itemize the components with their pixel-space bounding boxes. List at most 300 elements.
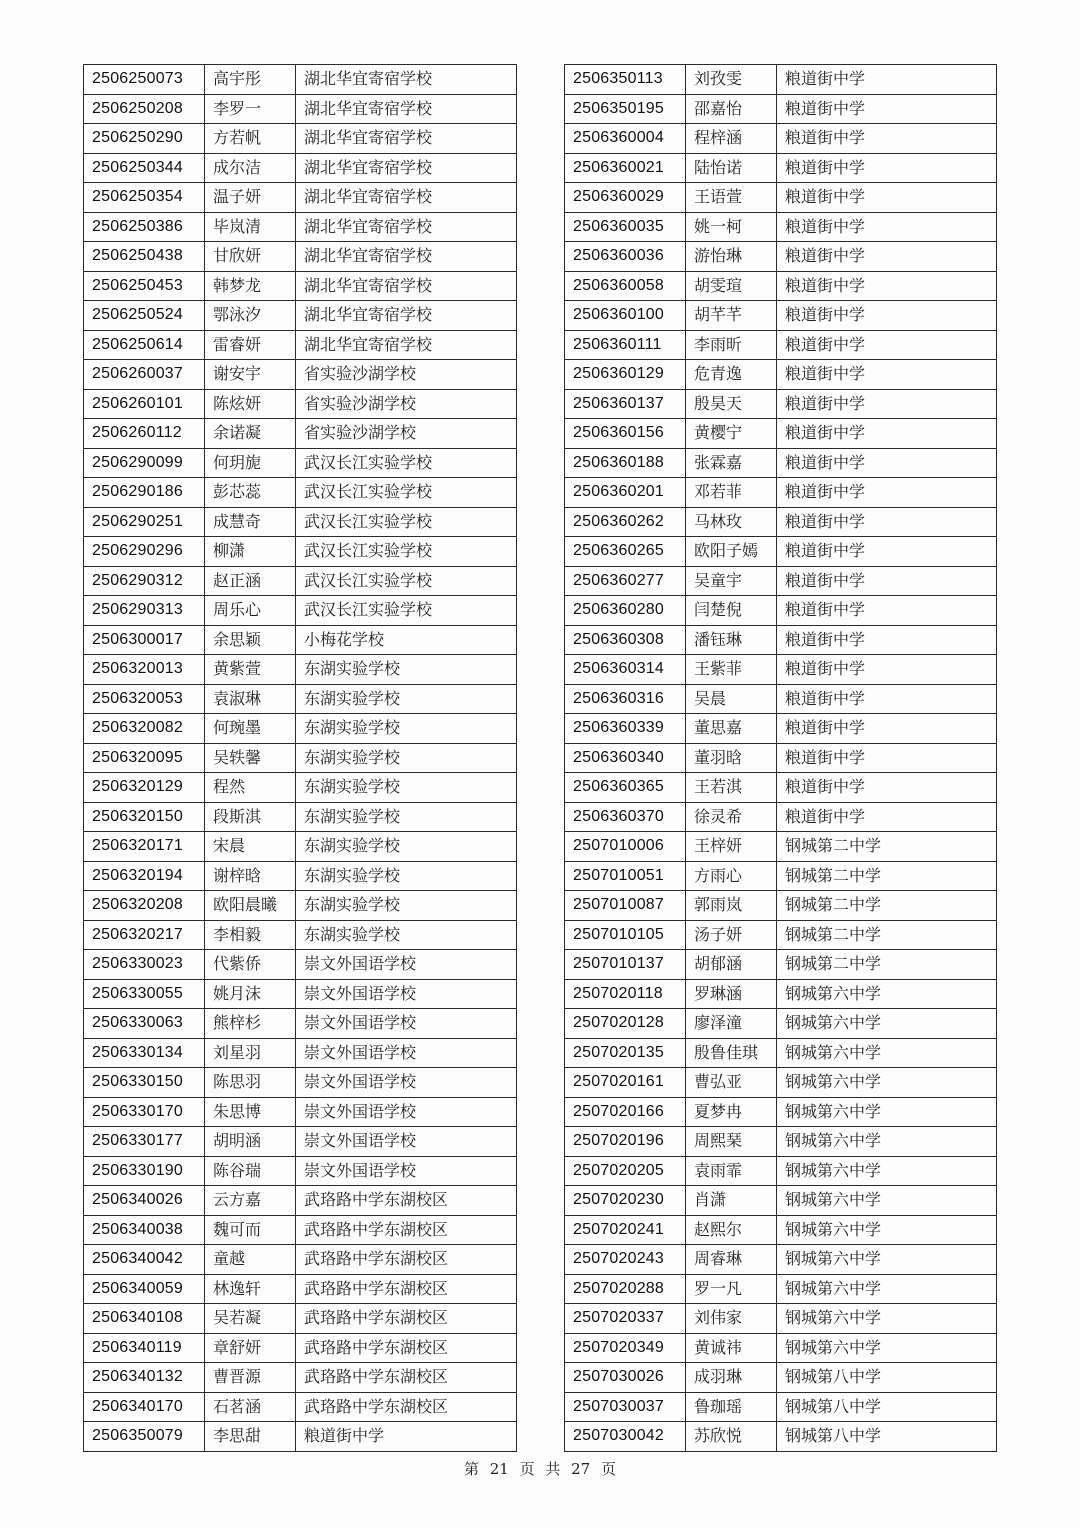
exam-number-cell: 2506250208	[84, 94, 205, 124]
student-name-cell: 方雨心	[686, 861, 777, 891]
table-row	[84, 242, 517, 272]
student-name-cell: 温子妍	[205, 183, 296, 213]
school-name-cell: 钢城第二中学	[777, 920, 997, 950]
school-name-cell: 钢城第六中学	[777, 1274, 997, 1304]
school-name-cell: 崇文外国语学校	[296, 1009, 517, 1039]
school-name-cell: 东湖实验学校	[296, 684, 517, 714]
school-name-cell: 小梅花学校	[296, 625, 517, 655]
school-name-cell: 武汉长江实验学校	[296, 566, 517, 596]
exam-number-cell: 2507020118	[565, 979, 686, 1009]
exam-number-cell: 2506320013	[84, 655, 205, 685]
school-name-cell: 粮道街中学	[777, 94, 997, 124]
school-name-cell: 粮道街中学	[777, 419, 997, 449]
student-name-cell: 刘星羽	[205, 1038, 296, 1068]
school-name-cell: 东湖实验学校	[296, 743, 517, 773]
table-row	[565, 1245, 997, 1275]
student-name-cell: 彭芯蕊	[205, 478, 296, 508]
school-name-cell: 崇文外国语学校	[296, 1127, 517, 1157]
student-name-cell: 赵熙尔	[686, 1215, 777, 1245]
school-name-cell: 粮道街中学	[296, 1422, 517, 1452]
exam-number-cell: 2507020349	[565, 1333, 686, 1363]
exam-number-cell: 2506360156	[565, 419, 686, 449]
table-row	[565, 330, 997, 360]
table-row	[84, 330, 517, 360]
exam-number-cell: 2506360137	[565, 389, 686, 419]
table-row	[565, 507, 997, 537]
table-row	[84, 743, 517, 773]
school-name-cell: 湖北华宜寄宿学校	[296, 65, 517, 95]
table-row	[565, 212, 997, 242]
exam-number-cell: 2507030042	[565, 1422, 686, 1452]
table-row	[565, 360, 997, 390]
table-row	[565, 743, 997, 773]
school-name-cell: 东湖实验学校	[296, 920, 517, 950]
table-row	[84, 714, 517, 744]
table-row	[565, 153, 997, 183]
table-row	[565, 1186, 997, 1216]
table-row	[84, 625, 517, 655]
exam-number-cell: 2507010137	[565, 950, 686, 980]
student-name-cell: 石茗涵	[205, 1392, 296, 1422]
student-name-cell: 谢安宇	[205, 360, 296, 390]
exam-number-cell: 2506250386	[84, 212, 205, 242]
student-name-cell: 郭雨岚	[686, 891, 777, 921]
table-row	[84, 802, 517, 832]
table-row	[84, 507, 517, 537]
student-name-cell: 欧阳子嫣	[686, 537, 777, 567]
table-row	[565, 65, 997, 95]
student-name-cell: 赵正涵	[205, 566, 296, 596]
table-row	[565, 596, 997, 626]
student-name-cell: 夏梦冉	[686, 1097, 777, 1127]
school-name-cell: 崇文外国语学校	[296, 1097, 517, 1127]
student-name-cell: 陈思羽	[205, 1068, 296, 1098]
exam-number-cell: 2506260112	[84, 419, 205, 449]
student-name-cell: 周乐心	[205, 596, 296, 626]
school-name-cell: 钢城第六中学	[777, 1215, 997, 1245]
school-name-cell: 粮道街中学	[777, 773, 997, 803]
table-row	[84, 124, 517, 154]
student-name-cell: 鄂泳汐	[205, 301, 296, 331]
exam-number-cell: 2506360029	[565, 183, 686, 213]
exam-number-cell: 2506250344	[84, 153, 205, 183]
exam-number-cell: 2506320171	[84, 832, 205, 862]
table-row	[565, 1422, 997, 1452]
school-name-cell: 崇文外国语学校	[296, 1156, 517, 1186]
table-row	[84, 684, 517, 714]
student-name-cell: 胡郁涵	[686, 950, 777, 980]
exam-number-cell: 2506330023	[84, 950, 205, 980]
table-row	[84, 65, 517, 95]
table-row	[565, 1156, 997, 1186]
student-name-cell: 张霖嘉	[686, 448, 777, 478]
exam-number-cell: 2506360021	[565, 153, 686, 183]
school-name-cell: 钢城第二中学	[777, 891, 997, 921]
table-row	[84, 566, 517, 596]
school-name-cell: 湖北华宜寄宿学校	[296, 212, 517, 242]
table-row	[565, 1038, 997, 1068]
school-name-cell: 粮道街中学	[777, 448, 997, 478]
student-name-cell: 成尔洁	[205, 153, 296, 183]
student-name-cell: 李思甜	[205, 1422, 296, 1452]
exam-number-cell: 2506250453	[84, 271, 205, 301]
school-name-cell: 钢城第六中学	[777, 1127, 997, 1157]
school-name-cell: 粮道街中学	[777, 714, 997, 744]
table-row	[84, 1156, 517, 1186]
student-name-cell: 徐灵希	[686, 802, 777, 832]
exam-number-cell: 2506320208	[84, 891, 205, 921]
school-name-cell: 湖北华宜寄宿学校	[296, 301, 517, 331]
exam-number-cell: 2506260037	[84, 360, 205, 390]
school-name-cell: 粮道街中学	[777, 301, 997, 331]
table-row	[84, 271, 517, 301]
table-row	[84, 655, 517, 685]
school-name-cell: 湖北华宜寄宿学校	[296, 183, 517, 213]
school-name-cell: 武珞路中学东湖校区	[296, 1274, 517, 1304]
exam-number-cell: 2506330063	[84, 1009, 205, 1039]
roster-table-left	[83, 64, 517, 1452]
table-row	[565, 1392, 997, 1422]
school-name-cell: 东湖实验学校	[296, 861, 517, 891]
student-name-cell: 刘伟家	[686, 1304, 777, 1334]
school-name-cell: 湖北华宜寄宿学校	[296, 242, 517, 272]
student-name-cell: 闫楚倪	[686, 596, 777, 626]
table-row	[565, 478, 997, 508]
table-row	[565, 124, 997, 154]
table-row	[84, 1304, 517, 1334]
table-row	[565, 684, 997, 714]
table-row	[565, 802, 997, 832]
school-name-cell: 武汉长江实验学校	[296, 448, 517, 478]
student-name-cell: 王若淇	[686, 773, 777, 803]
table-row	[565, 861, 997, 891]
exam-number-cell: 2506330150	[84, 1068, 205, 1098]
school-name-cell: 湖北华宜寄宿学校	[296, 153, 517, 183]
student-name-cell: 罗琳涵	[686, 979, 777, 1009]
student-name-cell: 马林玫	[686, 507, 777, 537]
student-name-cell: 甘欣妍	[205, 242, 296, 272]
student-name-cell: 王语萱	[686, 183, 777, 213]
student-name-cell: 吴若凝	[205, 1304, 296, 1334]
table-row	[84, 1127, 517, 1157]
student-name-cell: 毕岚清	[205, 212, 296, 242]
school-name-cell: 粮道街中学	[777, 743, 997, 773]
school-name-cell: 粮道街中学	[777, 478, 997, 508]
school-name-cell: 粮道街中学	[777, 183, 997, 213]
exam-number-cell: 2506320129	[84, 773, 205, 803]
school-name-cell: 东湖实验学校	[296, 832, 517, 862]
student-name-cell: 成慧奇	[205, 507, 296, 537]
school-name-cell: 粮道街中学	[777, 566, 997, 596]
exam-number-cell: 2507030026	[565, 1363, 686, 1393]
table-row	[84, 478, 517, 508]
table-row	[84, 1274, 517, 1304]
student-name-cell: 童越	[205, 1245, 296, 1275]
student-name-cell: 朱思博	[205, 1097, 296, 1127]
school-name-cell: 钢城第八中学	[777, 1392, 997, 1422]
exam-number-cell: 2506360004	[565, 124, 686, 154]
table-row	[84, 1009, 517, 1039]
school-name-cell: 湖北华宜寄宿学校	[296, 271, 517, 301]
student-name-cell: 廖泽潼	[686, 1009, 777, 1039]
exam-number-cell: 2506360308	[565, 625, 686, 655]
student-name-cell: 周睿琳	[686, 1245, 777, 1275]
table-row	[84, 360, 517, 390]
exam-number-cell: 2507020166	[565, 1097, 686, 1127]
student-name-cell: 胡明涵	[205, 1127, 296, 1157]
exam-number-cell: 2506350195	[565, 94, 686, 124]
exam-number-cell: 2507020337	[565, 1304, 686, 1334]
student-name-cell: 姚月沫	[205, 979, 296, 1009]
school-name-cell: 钢城第六中学	[777, 1245, 997, 1275]
school-name-cell: 钢城第六中学	[777, 1156, 997, 1186]
school-name-cell: 粮道街中学	[777, 153, 997, 183]
school-name-cell: 粮道街中学	[777, 655, 997, 685]
school-name-cell: 武珞路中学东湖校区	[296, 1215, 517, 1245]
school-name-cell: 粮道街中学	[777, 242, 997, 272]
table-row	[84, 1363, 517, 1393]
student-name-cell: 代紫侨	[205, 950, 296, 980]
exam-number-cell: 2506320217	[84, 920, 205, 950]
exam-number-cell: 2507030037	[565, 1392, 686, 1422]
exam-number-cell: 2506250290	[84, 124, 205, 154]
student-name-cell: 云方嘉	[205, 1186, 296, 1216]
student-name-cell: 何玥旎	[205, 448, 296, 478]
table-row	[84, 861, 517, 891]
student-name-cell: 魏可而	[205, 1215, 296, 1245]
student-name-cell: 章舒妍	[205, 1333, 296, 1363]
exam-number-cell: 2507020243	[565, 1245, 686, 1275]
exam-number-cell: 2506360188	[565, 448, 686, 478]
student-name-cell: 刘孜雯	[686, 65, 777, 95]
school-name-cell: 湖北华宜寄宿学校	[296, 124, 517, 154]
student-name-cell: 成羽琳	[686, 1363, 777, 1393]
exam-number-cell: 2506250073	[84, 65, 205, 95]
school-name-cell: 武汉长江实验学校	[296, 478, 517, 508]
school-name-cell: 钢城第八中学	[777, 1422, 997, 1452]
exam-number-cell: 2506320053	[84, 684, 205, 714]
school-name-cell: 钢城第六中学	[777, 1186, 997, 1216]
school-name-cell: 武汉长江实验学校	[296, 537, 517, 567]
school-name-cell: 粮道街中学	[777, 271, 997, 301]
school-name-cell: 省实验沙湖学校	[296, 389, 517, 419]
student-name-cell: 方若帆	[205, 124, 296, 154]
table-row	[84, 1333, 517, 1363]
table-row	[565, 950, 997, 980]
student-name-cell: 高宇彤	[205, 65, 296, 95]
table-row	[565, 773, 997, 803]
table-row	[565, 566, 997, 596]
student-name-cell: 何琬墨	[205, 714, 296, 744]
student-name-cell: 姚一柯	[686, 212, 777, 242]
school-name-cell: 粮道街中学	[777, 507, 997, 537]
student-name-cell: 黄樱宁	[686, 419, 777, 449]
table-row	[84, 537, 517, 567]
student-name-cell: 鲁珈瑶	[686, 1392, 777, 1422]
table-row	[84, 596, 517, 626]
exam-number-cell: 2506290296	[84, 537, 205, 567]
student-name-cell: 宋晨	[205, 832, 296, 862]
exam-number-cell: 2506260101	[84, 389, 205, 419]
student-name-cell: 韩梦龙	[205, 271, 296, 301]
exam-number-cell: 2507020196	[565, 1127, 686, 1157]
school-name-cell: 粮道街中学	[777, 389, 997, 419]
table-row	[565, 1363, 997, 1393]
exam-number-cell: 2506250438	[84, 242, 205, 272]
student-name-cell: 柳潇	[205, 537, 296, 567]
student-name-cell: 程梓涵	[686, 124, 777, 154]
school-name-cell: 湖北华宜寄宿学校	[296, 94, 517, 124]
exam-number-cell: 2507020288	[565, 1274, 686, 1304]
exam-number-cell: 2507020135	[565, 1038, 686, 1068]
exam-number-cell: 2507020241	[565, 1215, 686, 1245]
student-name-cell: 余诺凝	[205, 419, 296, 449]
exam-number-cell: 2506290251	[84, 507, 205, 537]
exam-number-cell: 2506360339	[565, 714, 686, 744]
school-name-cell: 武珞路中学东湖校区	[296, 1333, 517, 1363]
exam-number-cell: 2506290313	[84, 596, 205, 626]
exam-number-cell: 2506290099	[84, 448, 205, 478]
student-name-cell: 陈炫妍	[205, 389, 296, 419]
exam-number-cell: 2506250354	[84, 183, 205, 213]
exam-number-cell: 2506360370	[565, 802, 686, 832]
student-name-cell: 苏欣悦	[686, 1422, 777, 1452]
student-name-cell: 袁淑琳	[205, 684, 296, 714]
table-row	[84, 153, 517, 183]
student-name-cell: 黄诚祎	[686, 1333, 777, 1363]
table-row	[565, 242, 997, 272]
roster-table-right-body	[565, 65, 997, 1452]
exam-number-cell: 2506340026	[84, 1186, 205, 1216]
table-row	[565, 832, 997, 862]
exam-number-cell: 2506250524	[84, 301, 205, 331]
table-row	[565, 94, 997, 124]
exam-number-cell: 2506340119	[84, 1333, 205, 1363]
exam-number-cell: 2506320082	[84, 714, 205, 744]
student-name-cell: 周熙琹	[686, 1127, 777, 1157]
table-row	[565, 655, 997, 685]
exam-number-cell: 2506360036	[565, 242, 686, 272]
exam-number-cell: 2506350113	[565, 65, 686, 95]
exam-number-cell: 2506360277	[565, 566, 686, 596]
exam-number-cell: 2506360201	[565, 478, 686, 508]
exam-number-cell: 2506330177	[84, 1127, 205, 1157]
school-name-cell: 粮道街中学	[777, 684, 997, 714]
table-row	[565, 419, 997, 449]
exam-number-cell: 2506360129	[565, 360, 686, 390]
table-row	[84, 1097, 517, 1127]
exam-number-cell: 2506340042	[84, 1245, 205, 1275]
school-name-cell: 崇文外国语学校	[296, 979, 517, 1009]
exam-number-cell: 2507010051	[565, 861, 686, 891]
table-row	[565, 625, 997, 655]
table-row	[565, 448, 997, 478]
student-name-cell: 胡芊芊	[686, 301, 777, 331]
student-name-cell: 危青逸	[686, 360, 777, 390]
student-name-cell: 吴童宇	[686, 566, 777, 596]
page-footer: 第 21 页 共 27 页	[463, 1460, 616, 1478]
school-name-cell: 武汉长江实验学校	[296, 507, 517, 537]
school-name-cell: 钢城第六中学	[777, 979, 997, 1009]
school-name-cell: 钢城第六中学	[777, 1009, 997, 1039]
school-name-cell: 粮道街中学	[777, 330, 997, 360]
exam-number-cell: 2506360265	[565, 537, 686, 567]
exam-number-cell: 2507010087	[565, 891, 686, 921]
school-name-cell: 粮道街中学	[777, 65, 997, 95]
table-row	[565, 979, 997, 1009]
table-row	[84, 1038, 517, 1068]
school-name-cell: 省实验沙湖学校	[296, 419, 517, 449]
school-name-cell: 钢城第八中学	[777, 1363, 997, 1393]
table-row	[565, 537, 997, 567]
student-name-cell: 汤子妍	[686, 920, 777, 950]
student-name-cell: 潘钰琳	[686, 625, 777, 655]
table-row	[84, 1422, 517, 1452]
table-row	[565, 1215, 997, 1245]
exam-number-cell: 2507020205	[565, 1156, 686, 1186]
exam-number-cell: 2506360316	[565, 684, 686, 714]
exam-number-cell: 2506320150	[84, 802, 205, 832]
exam-number-cell: 2507020161	[565, 1068, 686, 1098]
table-row	[84, 1186, 517, 1216]
table-row	[84, 389, 517, 419]
exam-number-cell: 2506340059	[84, 1274, 205, 1304]
table-row	[84, 1392, 517, 1422]
student-name-cell: 吴晨	[686, 684, 777, 714]
school-name-cell: 钢城第六中学	[777, 1304, 997, 1334]
student-name-cell: 李罗一	[205, 94, 296, 124]
student-name-cell: 罗一凡	[686, 1274, 777, 1304]
school-name-cell: 东湖实验学校	[296, 655, 517, 685]
school-name-cell: 钢城第六中学	[777, 1097, 997, 1127]
table-row	[565, 1068, 997, 1098]
exam-number-cell: 2506360365	[565, 773, 686, 803]
table-row	[565, 891, 997, 921]
school-name-cell: 东湖实验学校	[296, 891, 517, 921]
table-row	[565, 183, 997, 213]
table-row	[84, 979, 517, 1009]
table-row	[84, 1068, 517, 1098]
table-row	[84, 94, 517, 124]
school-name-cell: 粮道街中学	[777, 537, 997, 567]
table-row	[565, 1333, 997, 1363]
student-name-cell: 董思嘉	[686, 714, 777, 744]
student-name-cell: 谢梓晗	[205, 861, 296, 891]
school-name-cell: 钢城第六中学	[777, 1038, 997, 1068]
student-name-cell: 陆怡诺	[686, 153, 777, 183]
table-row	[565, 1097, 997, 1127]
student-name-cell: 陈谷瑞	[205, 1156, 296, 1186]
school-name-cell: 崇文外国语学校	[296, 1068, 517, 1098]
exam-number-cell: 2506360262	[565, 507, 686, 537]
exam-number-cell: 2506300017	[84, 625, 205, 655]
student-name-cell: 曹弘亚	[686, 1068, 777, 1098]
school-name-cell: 东湖实验学校	[296, 714, 517, 744]
school-name-cell: 武珞路中学东湖校区	[296, 1392, 517, 1422]
table-row	[565, 301, 997, 331]
exam-number-cell: 2506320095	[84, 743, 205, 773]
student-name-cell: 胡雯瑄	[686, 271, 777, 301]
exam-number-cell: 2506330134	[84, 1038, 205, 1068]
table-row	[565, 920, 997, 950]
student-name-cell: 殷鲁佳琪	[686, 1038, 777, 1068]
exam-number-cell: 2506360111	[565, 330, 686, 360]
school-name-cell: 东湖实验学校	[296, 773, 517, 803]
exam-number-cell: 2506290312	[84, 566, 205, 596]
student-name-cell: 王梓妍	[686, 832, 777, 862]
school-name-cell: 钢城第六中学	[777, 1068, 997, 1098]
student-name-cell: 曹晋源	[205, 1363, 296, 1393]
